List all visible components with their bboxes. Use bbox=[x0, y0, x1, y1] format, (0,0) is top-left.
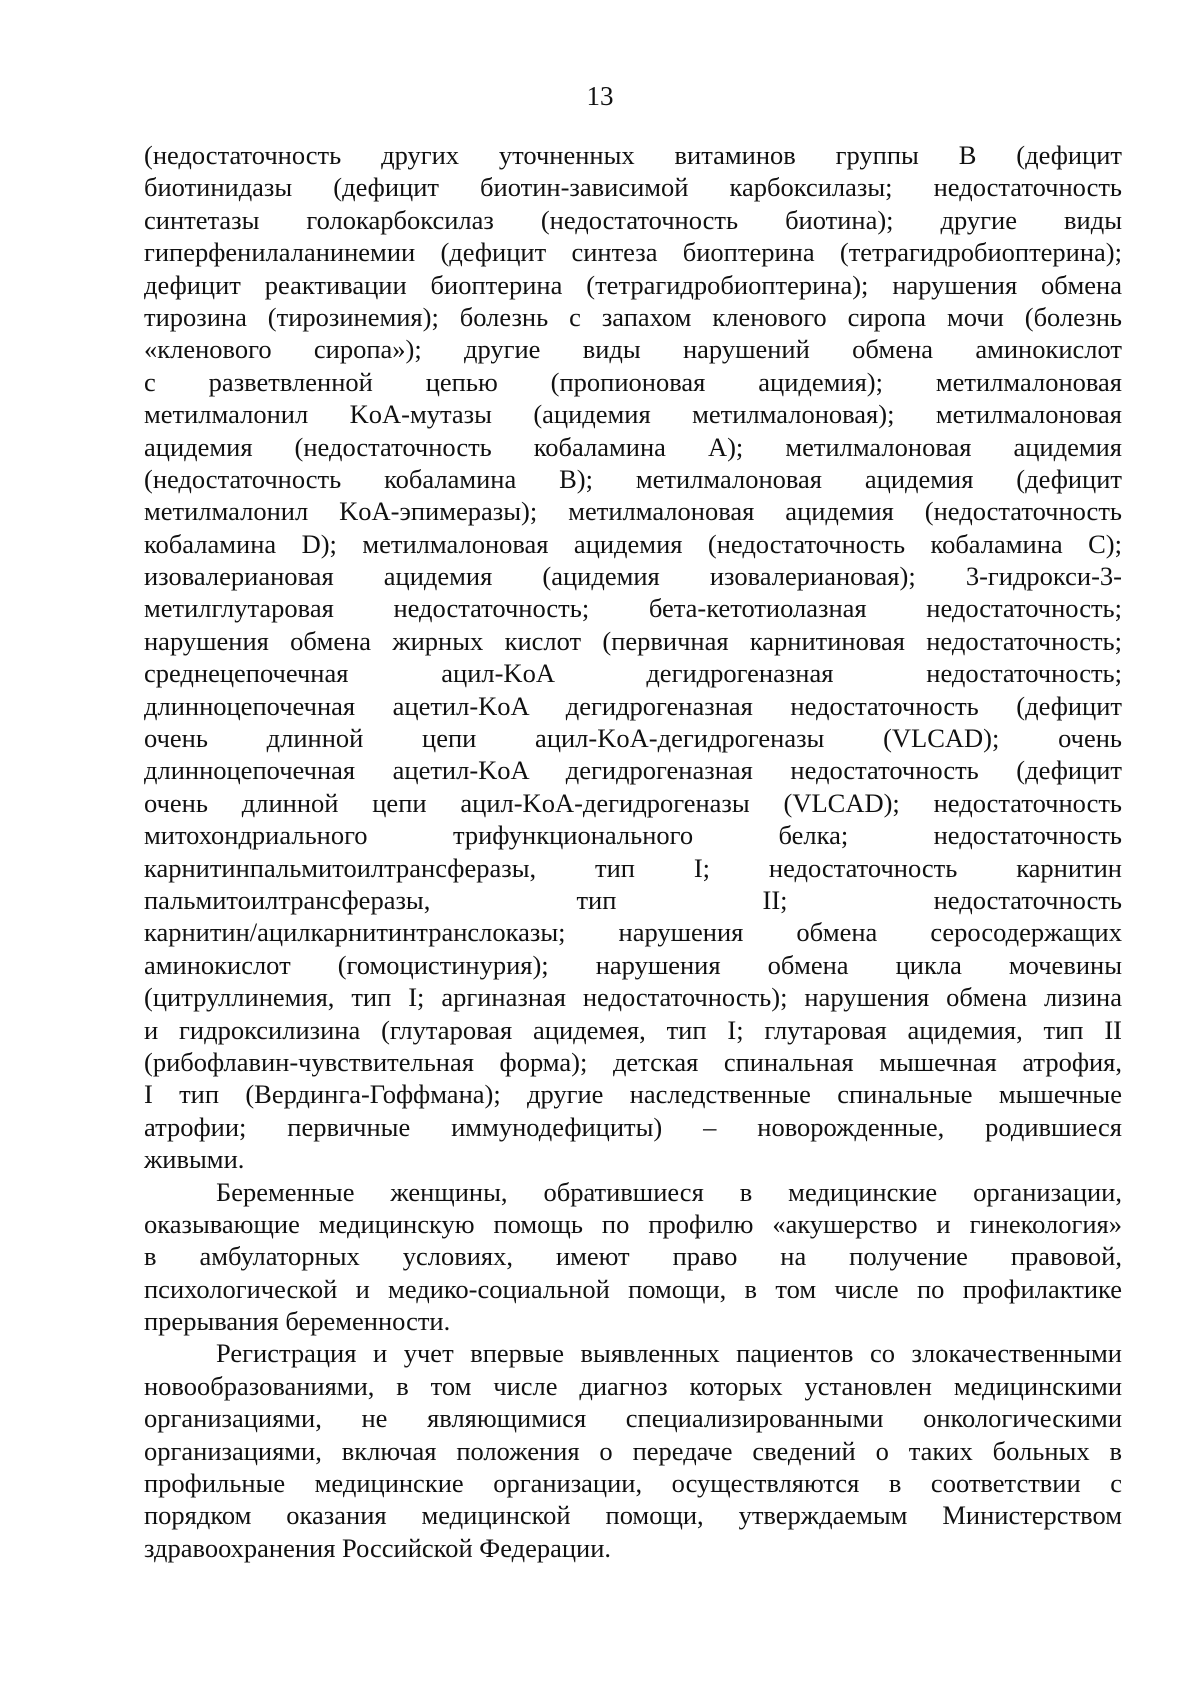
text-line: (цитруллинемия, тип I; аргиназная недостаточность); нарушения обмена лизина bbox=[144, 982, 1122, 1013]
text-line: психологической и медико-социальной помощи, в том числе по профилактике bbox=[144, 1273, 1122, 1304]
text-line: биотинидазы (дефицит биотин-зависимой карбоксилазы; недостаточность bbox=[144, 172, 1122, 203]
text-line: здравоохранения Российской Федерации. bbox=[144, 1532, 612, 1563]
text-line: нарушения обмена жирных кислот (первичная карнитиновая недостаточность; bbox=[144, 625, 1122, 656]
text-line: новообразованиями, в том числе диагноз которых установлен медицинскими bbox=[144, 1370, 1122, 1401]
text-line: изовалериановая ацидемия (ацидемия изовалериановая); 3-гидрокси-3- bbox=[144, 561, 1122, 592]
text-line: профильные медицинские организации, осуществляются в соответствии с bbox=[144, 1468, 1122, 1499]
text-line: (недостаточность других уточненных витаминов группы В (дефицит bbox=[144, 140, 1122, 170]
text-line: карнитинпальмитоилтрансферазы, тип I; недостаточность карнитин bbox=[144, 852, 1122, 883]
text-line: карнитин/ацилкарнитинтранслоказы; нарушения обмена серосодержащих bbox=[144, 917, 1122, 948]
text-line: «кленового сиропа»); другие виды нарушений обмена аминокислот bbox=[144, 334, 1122, 365]
text-line: пальмитоилтрансферазы, тип II; недостаточность bbox=[144, 884, 1122, 915]
text-line: митохондриального трифункционального белка; недостаточность bbox=[144, 820, 1122, 851]
text-line: (недостаточность кобаламина В); метилмалоновая ацидемия (дефицит bbox=[144, 463, 1122, 494]
text-line: очень длинной цепи ацил-KoA-дегидрогеназы (VLCAD); недостаточность bbox=[144, 787, 1122, 818]
text-line: синтетазы голокарбоксилаз (недостаточность биотина); другие виды bbox=[144, 204, 1122, 235]
text-line: дефицит реактивации биоптерина (тетрагидробиоптерина); нарушения обмена bbox=[144, 269, 1122, 300]
text-line: Регистрация и учет впервые выявленных пациентов со злокачественными bbox=[216, 1338, 1122, 1369]
body-text bbox=[144, 139, 1122, 1564]
text-line: (рибофлавин-чувствительная форма); детская спинальная мышечная атрофия, bbox=[144, 1046, 1122, 1077]
text-line: Беременные женщины, обратившиеся в медицинские организации, bbox=[216, 1176, 1122, 1207]
text-line: ацидемия (недостаточность кобаламина А); метилмалоновая ацидемия bbox=[144, 431, 1122, 462]
text-line: с разветвленной цепью (пропионовая ацидемия); метилмалоновая bbox=[144, 366, 1122, 397]
text-line: очень длинной цепи ацил-KoA-дегидрогеназы (VLCAD); очень bbox=[144, 723, 1122, 754]
text-line: живыми. bbox=[144, 1144, 245, 1175]
text-line: гиперфенилаланинемии (дефицит синтеза биоптерина (тетрагидробиоптерина); bbox=[144, 237, 1122, 268]
text-line: прерывания беременности. bbox=[144, 1306, 451, 1337]
paragraph-metabolic-disorders-list bbox=[144, 139, 1122, 1176]
page-number: 13 bbox=[586, 81, 614, 111]
text-line: организациями, не являющимися специализированными онкологическими bbox=[144, 1403, 1122, 1434]
text-line: тирозина (тирозинемия); болезнь с запахом кленового сиропа мочи (болезнь bbox=[144, 301, 1122, 332]
text-line: аминокислот (гомоцистинурия); нарушения обмена цикла мочевины bbox=[144, 949, 1122, 980]
text-line: длинноцепочечная ацетил-KoA дегидрогеназная недостаточность (дефицит bbox=[144, 690, 1122, 721]
text-line: кобаламина D); метилмалоновая ацидемия (недостаточность кобаламина С); bbox=[144, 528, 1122, 559]
text-line: среднецепочечная ацил-KoA дегидрогеназная недостаточность; bbox=[144, 658, 1122, 689]
text-line: порядком оказания медицинской помощи, утверждаемым Министерством bbox=[144, 1500, 1122, 1531]
paragraph-oncology-registration bbox=[144, 1337, 1122, 1564]
text-line: атрофии; первичные иммунодефициты) – новорожденные, родившиеся bbox=[144, 1111, 1122, 1142]
text-line: метилмалонил KoA-эпимеразы); метилмалоновая ацидемия (недостаточность bbox=[144, 496, 1122, 527]
paragraph-pregnant-women bbox=[144, 1176, 1122, 1338]
text-line: в амбулаторных условиях, имеют право на получение правовой, bbox=[144, 1241, 1122, 1272]
text-line: метилглутаровая недостаточность; бета-кетотиолазная недостаточность; bbox=[144, 593, 1122, 624]
text-line: оказывающие медицинскую помощь по профилю «акушерство и гинекология» bbox=[144, 1208, 1122, 1239]
text-line: I тип (Вердинга-Гоффмана); другие наследственные спинальные мышечные bbox=[144, 1079, 1122, 1110]
text-line: организациями, включая положения о передаче сведений о таких больных в bbox=[144, 1435, 1122, 1466]
text-line: и гидроксилизина (глутаровая ацидемея, тип I; глутаровая ацидемия, тип II bbox=[144, 1014, 1122, 1045]
text-line: длинноцепочечная ацетил-KoA дегидрогеназная недостаточность (дефицит bbox=[144, 755, 1122, 786]
text-line: метилмалонил KoA-мутазы (ацидемия метилмалоновая); метилмалоновая bbox=[144, 399, 1122, 430]
